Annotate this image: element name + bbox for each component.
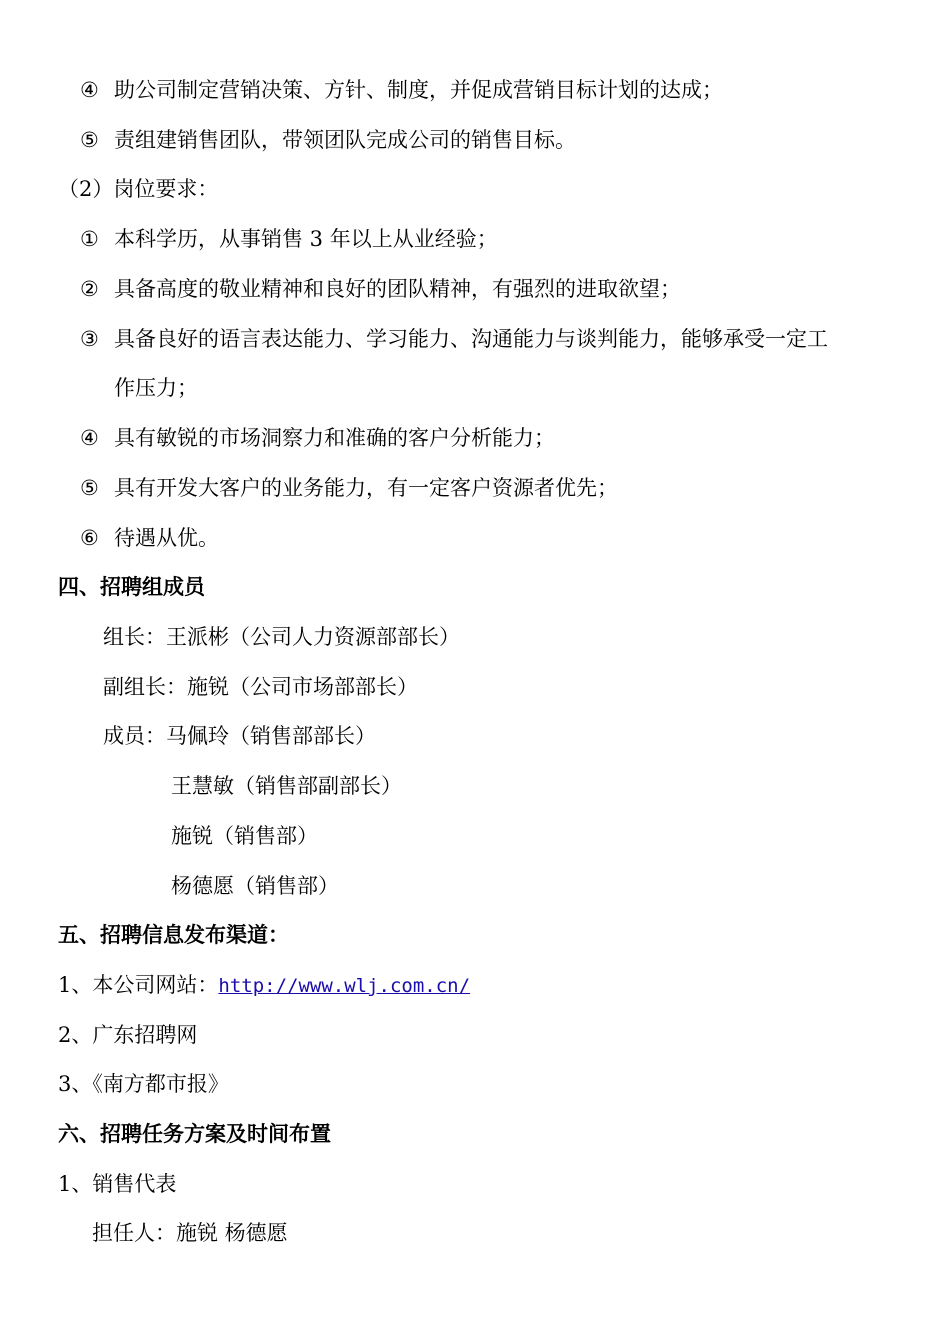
recruit-team-deputy: 副组长：施锐（公司市场部部长） [103,675,418,699]
company-website-link[interactable]: http://www.wlj.com.cn/ [218,975,471,997]
list-text: 具有开发大客户的业务能力，有一定客户资源者优先； [114,476,618,500]
requirement-item-5 [80,474,618,502]
list-text: 助公司制定营销决策、方针、制度，并促成营销目标计划的达成； [114,78,723,102]
list-number: ② [80,277,99,301]
list-number: ① [80,227,99,251]
requirement-item-2 [80,275,681,303]
list-text: 具有敏锐的市场洞察力和准确的客户分析能力； [114,426,555,450]
list-text: 具备良好的语言表达能力、学习能力、沟通能力与谈判能力，能够承受一定工 [114,327,828,351]
channel-item-3: 3、《南方都市报》 [58,1072,229,1096]
channel-item-1 [58,971,470,999]
duty-item-5 [80,126,576,154]
section-5-heading: 五、招聘信息发布渠道： [58,923,289,947]
list-number: ⑤ [80,128,99,152]
task-responsible: 担任人：施锐 杨德愿 [92,1221,288,1245]
requirement-item-4 [80,424,555,452]
list-number: ④ [80,78,99,102]
requirement-item-6 [80,524,219,552]
task-item-1: 1、销售代表 [58,1172,177,1196]
requirement-item-3-continuation: 作压力； [114,376,198,400]
recruit-team-member: 施锐（销售部） [171,824,318,848]
requirements-heading: （2）岗位要求： [58,177,219,201]
duty-item-4 [80,76,723,104]
requirement-item-3 [80,325,828,353]
list-number: ④ [80,426,99,450]
recruit-team-member: 杨德愿（销售部） [171,874,339,898]
list-text: 责组建销售团队，带领团队完成公司的销售目标。 [114,128,576,152]
list-text: 待遇从优。 [114,526,219,550]
list-number: ⑥ [80,526,99,550]
section-4-heading: 四、招聘组成员 [58,575,205,599]
recruit-team-leader: 组长：王派彬（公司人力资源部部长） [103,625,460,649]
section-6-heading: 六、招聘任务方案及时间布置 [58,1122,331,1146]
channel-label: 1、本公司网站： [58,973,219,997]
requirement-item-1 [80,225,498,253]
list-number: ⑤ [80,476,99,500]
list-text: 本科学历，从事销售 3 年以上从业经验； [114,227,498,251]
recruit-team-member: 成员：马佩玲（销售部部长） [103,724,376,748]
channel-item-2: 2、广东招聘网 [58,1023,198,1047]
recruit-team-member: 王慧敏（销售部副部长） [171,774,402,798]
list-text: 具备高度的敬业精神和良好的团队精神，有强烈的进取欲望； [114,277,681,301]
list-number: ③ [80,327,99,351]
